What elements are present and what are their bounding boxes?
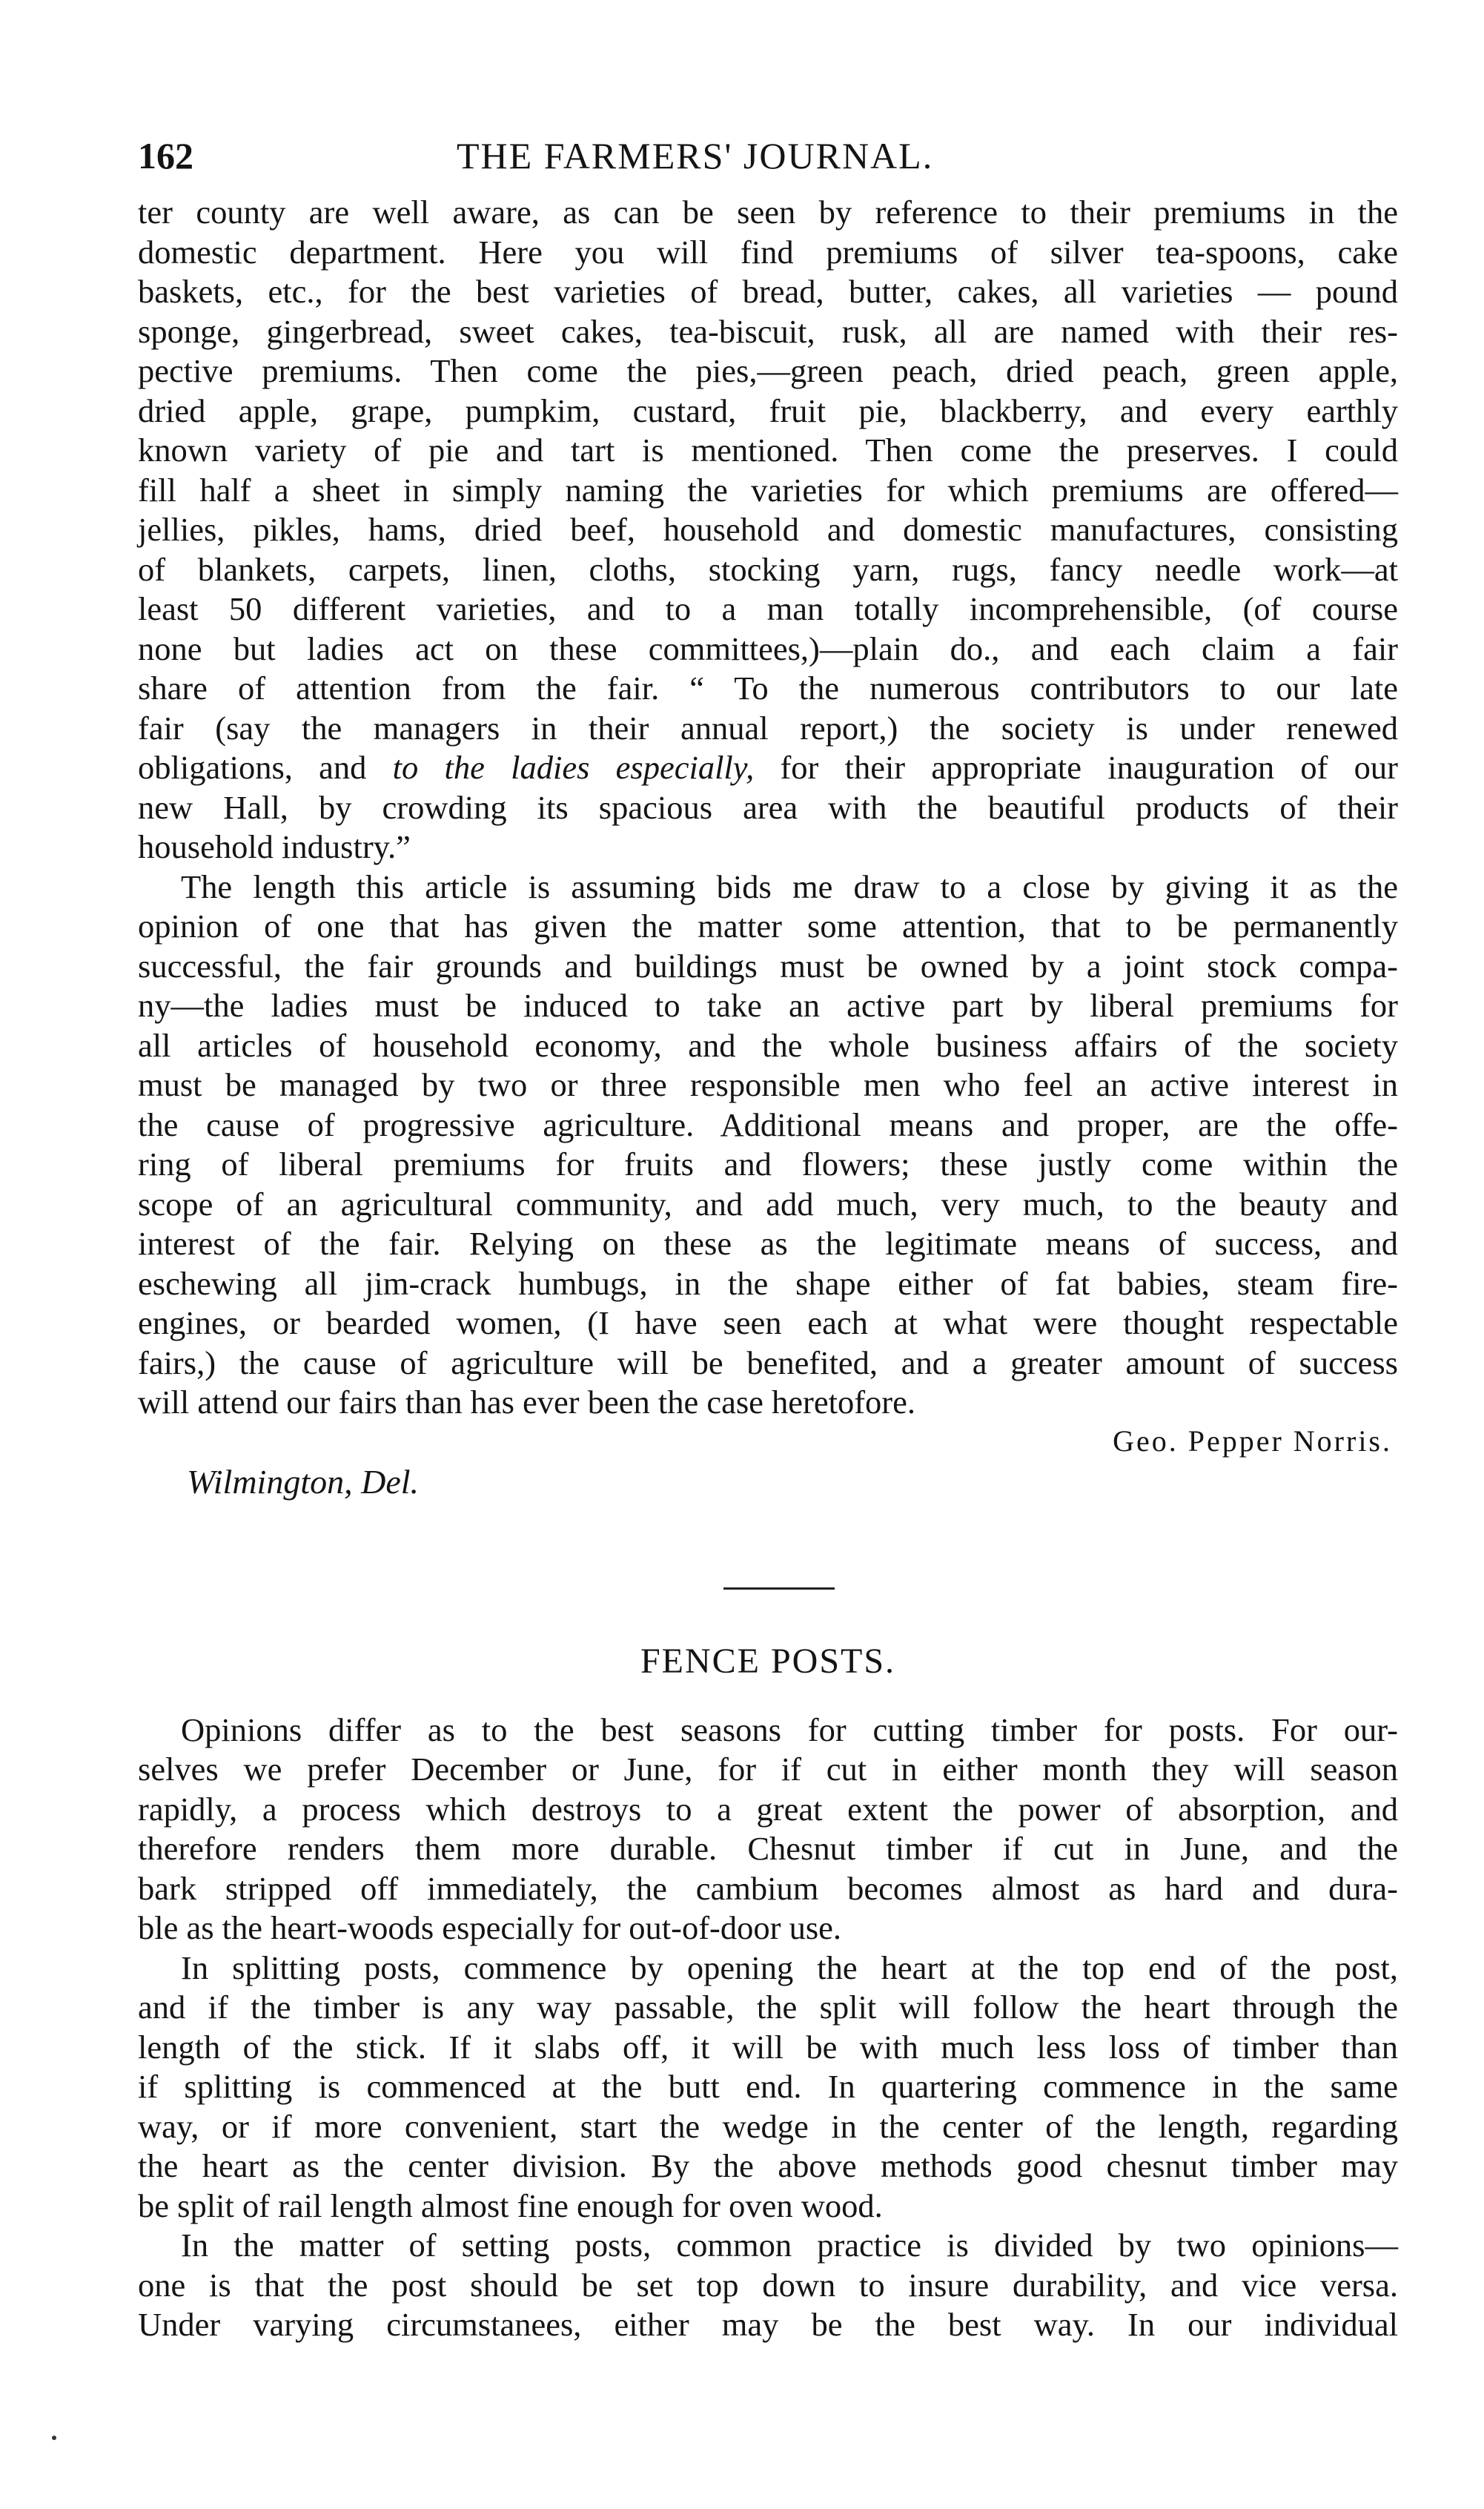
text-line: if splitting is commenced at the butt end. In quartering commence in the same — [138, 2068, 1398, 2105]
text-line: eschewing all jim-crack humbugs, in the shape either of fat babies, steam fire- — [138, 1264, 1398, 1302]
text-line: domestic department. Here you will find premiums of silver tea-spoons, cake — [138, 233, 1398, 271]
text-line: new Hall, by crowding its spacious area with the beautiful products of their — [138, 788, 1398, 826]
text-run: for their appropriate inauguration of our — [754, 749, 1399, 786]
running-title: THE FARMERS' JOURNAL. — [457, 135, 934, 176]
text-line: the heart as the center division. By the above methods good chesnut timber may — [138, 2147, 1398, 2184]
text-line: bark stripped off immediately, the cambium becomes almost as hard and dura- — [138, 1869, 1398, 1907]
text-line: rapidly, a process which destroys to a great extent the power of absorption, and — [138, 1790, 1398, 1828]
text-line: sponge, gingerbread, sweet cakes, tea-biscuit, rusk, all are named with their res- — [138, 312, 1398, 350]
text-line: the cause of progressive agriculture. Additional means and proper, are the offe- — [138, 1105, 1398, 1143]
text-line: scope of an agricultural community, and add much, very much, to the beauty and — [138, 1185, 1398, 1223]
text-line: none but ladies act on these committees,)—plain do., and each claim a fair — [138, 629, 1398, 667]
text-line: pective premiums. Then come the pies,—green peach, dried peach, green apple, — [138, 352, 1398, 389]
text-line: fill half a sheet in simply naming the varieties for which premiums are offered— — [138, 471, 1398, 509]
text-run: obligations, and — [138, 749, 393, 786]
page-header — [138, 133, 1398, 193]
text-line: successful, the fair grounds and buildings must be owned by a joint stock compa- — [138, 947, 1398, 985]
text-line: of blankets, carpets, linen, cloths, stocking yarn, rugs, fancy needle work—at — [138, 550, 1398, 588]
text-line: known variety of pie and tart is mentioned. Then come the preserves. I could — [138, 432, 1398, 469]
text-line: length of the stick. If it slabs off, it will be with much less loss of timber than — [138, 2028, 1398, 2066]
text-line: In splitting posts, commence by opening the heart at the top end of the post, — [181, 1948, 1398, 1986]
divider-rule — [723, 1587, 835, 1590]
author-location: Wilmington, Del. — [187, 1462, 420, 1501]
text-line: therefore renders them more durable. Chesnut timber if cut in June, and the — [138, 1830, 1398, 1867]
article-fence-posts — [138, 1639, 1398, 2345]
fence-posts-paragraph-2 — [138, 1948, 1398, 2227]
emphasis-text: to the ladies especially, — [392, 749, 755, 786]
text-line: be split of rail length almost fine enough for oven wood. — [138, 2186, 883, 2224]
text-line: one is that the post should be set top down to insure durability, and vice versa. — [138, 2266, 1398, 2304]
continuation-paragraph-2 — [138, 867, 1398, 1423]
signature-block — [138, 1423, 1398, 1504]
text-line: all articles of household economy, and the whole business affairs of the society — [138, 1026, 1398, 1064]
page-number: 162 — [138, 135, 193, 176]
text-line: selves we prefer December or June, for if cut in either month they will season — [138, 1751, 1398, 1788]
text-line: jellies, pikles, hams, dried beef, household and domestic manufactures, consisting — [138, 511, 1398, 548]
text-line: Under varying circumstanees, either may be the best way. In our individual — [138, 2306, 1398, 2343]
text-line: Opinions differ as to the best seasons for cutting timber for posts. For our- — [181, 1710, 1398, 1748]
text-line: The length this article is assuming bids me draw to a close by giving it as the — [181, 867, 1398, 905]
text-line: engines, or bearded women, (I have seen each at what were thought respectable — [138, 1304, 1398, 1341]
author-signature: Geo. Pepper Norris. — [1113, 1424, 1392, 1458]
text-line-with-emphasis — [138, 748, 1398, 788]
text-line: baskets, etc., for the best varieties of bread, butter, cakes, all varieties — pound — [138, 273, 1398, 310]
continuation-paragraph-1 — [138, 193, 1398, 867]
text-line: least 50 different varieties, and to a man totally incomprehensible, (of course — [138, 590, 1398, 627]
text-line: household industry.” — [138, 828, 411, 865]
article-continuation — [138, 193, 1398, 1504]
text-line: dried apple, grape, pumpkim, custard, fruit pie, blackberry, and every earthly — [138, 391, 1398, 429]
text-line: and if the timber is any way passable, the split will follow the heart through the — [138, 1989, 1398, 2026]
text-line: must be managed by two or three responsible men who feel an active interest in — [138, 1066, 1398, 1103]
text-line: fairs,) the cause of agriculture will be benefited, and a greater amount of success — [138, 1343, 1398, 1381]
text-line: opinion of one that has given the matter some attention, that to be permanently — [138, 908, 1398, 945]
text-line: In the matter of setting posts, common practice is divided by two opinions— — [181, 2227, 1398, 2264]
journal-page — [138, 133, 1398, 2345]
article-title: FENCE POSTS. — [640, 1641, 896, 1681]
section-divider — [138, 1504, 1398, 1593]
text-line: interest of the fair. Relying on these as the legitimate means of success, and — [138, 1225, 1398, 1262]
text-line: way, or if more convenient, start the wedge in the center of the length, regarding — [138, 2107, 1398, 2145]
text-line: will attend our fairs than has ever been the case heretofore. — [138, 1384, 915, 1421]
text-line: ring of liberal premiums for fruits and flowers; these justly come within the — [138, 1146, 1398, 1183]
fence-posts-paragraph-1 — [138, 1710, 1398, 1948]
text-line: fair (say the managers in their annual report,) the society is under renewed — [138, 709, 1398, 747]
fence-posts-paragraph-3 — [138, 2226, 1398, 2345]
text-line: ble as the heart-woods especially for out-of-door use. — [138, 1909, 842, 1946]
text-line: ter county are well aware, as can be seen by reference to their premiums in the — [138, 194, 1398, 231]
ink-speck — [52, 2436, 56, 2440]
text-line: share of attention from the fair. “ To the numerous contributors to our late — [138, 670, 1398, 707]
text-line: ny—the ladies must be induced to take an active part by liberal premiums for — [138, 987, 1398, 1024]
